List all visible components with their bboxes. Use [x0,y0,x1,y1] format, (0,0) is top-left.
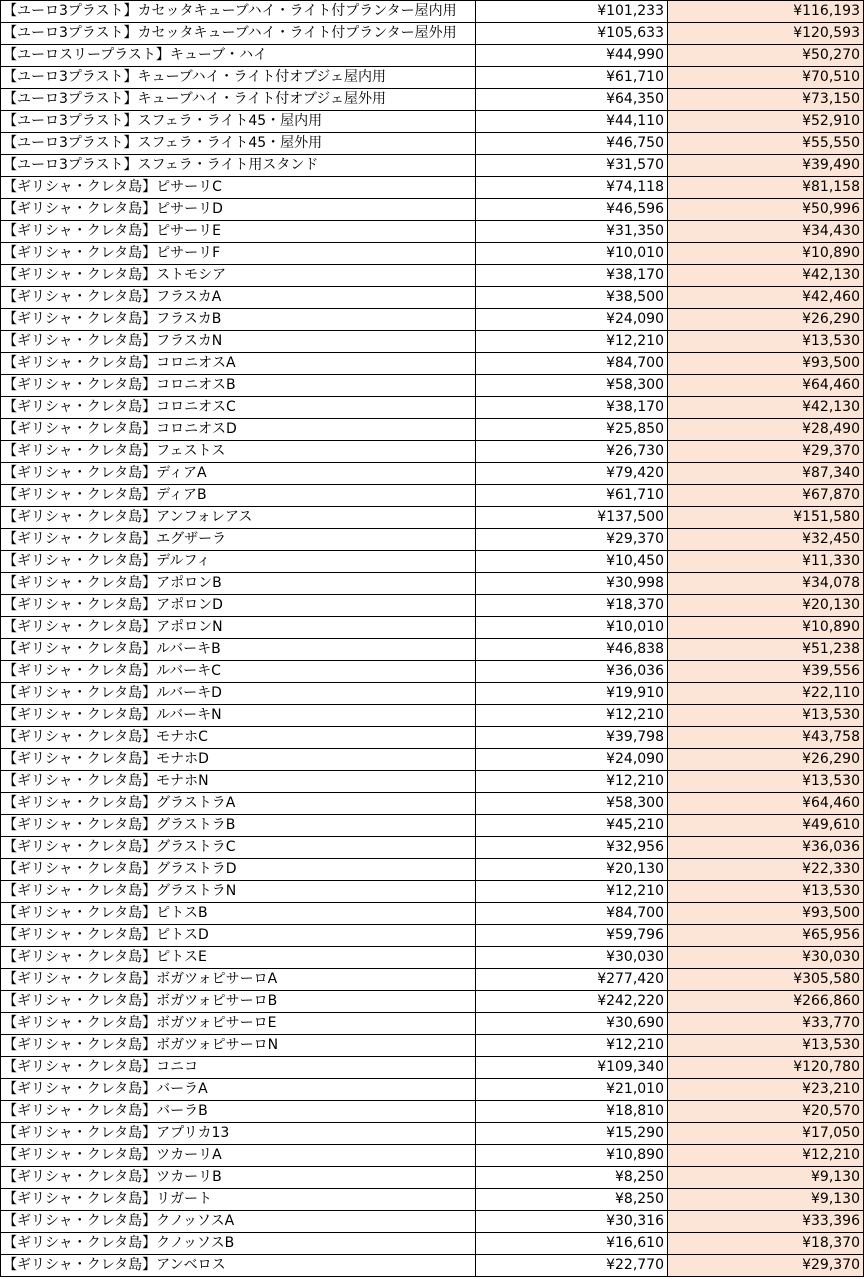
table-row [1,947,864,969]
price-highlight-cell[interactable]: ¥266,860 [668,991,864,1013]
price-cell[interactable]: ¥38,500 [476,287,668,309]
product-name-cell[interactable]: 【ギリシャ・クレタ島】エグザーラ [1,529,476,551]
price-highlight-cell[interactable]: ¥13,530 [668,771,864,793]
product-name-cell[interactable]: 【ギリシャ・クレタ島】モナホN [1,771,476,793]
price-cell[interactable]: ¥46,750 [476,133,668,155]
table-row [1,705,864,727]
price-cell[interactable]: ¥12,210 [476,881,668,903]
price-highlight-cell[interactable]: ¥33,396 [668,1211,864,1233]
table-row [1,1167,864,1189]
price-cell[interactable]: ¥64,350 [476,89,668,111]
product-name-cell[interactable]: 【ギリシャ・クレタ島】グラストラN [1,881,476,903]
table-row [1,23,864,45]
table-row [1,353,864,375]
table-row [1,1233,864,1255]
product-name-cell[interactable]: 【ギリシャ・クレタ島】リガート [1,1189,476,1211]
table-row [1,859,864,881]
price-highlight-cell[interactable]: ¥73,150 [668,89,864,111]
price-cell[interactable]: ¥58,300 [476,375,668,397]
price-cell[interactable]: ¥45,210 [476,815,668,837]
price-highlight-cell[interactable]: ¥81,158 [668,177,864,199]
price-highlight-cell[interactable]: ¥32,450 [668,529,864,551]
product-name-cell[interactable]: 【ユーロ3プラスト】カセッタキューブハイ・ライト付プランター屋内用 [1,1,476,23]
price-cell[interactable]: ¥19,910 [476,683,668,705]
product-name-cell[interactable]: 【ギリシャ・クレタ島】コニコ [1,1057,476,1079]
table-row [1,1057,864,1079]
product-name-cell[interactable]: 【ギリシャ・クレタ島】フラスカB [1,309,476,331]
product-name-cell[interactable]: 【ギリシャ・クレタ島】バーラB [1,1101,476,1123]
price-cell[interactable]: ¥25,850 [476,419,668,441]
product-name-cell[interactable]: 【ユーロ3プラスト】スフェラ・ライト45・屋内用 [1,111,476,133]
table-row [1,1211,864,1233]
price-cell[interactable]: ¥10,010 [476,617,668,639]
price-highlight-cell[interactable]: ¥28,490 [668,419,864,441]
table-row [1,243,864,265]
product-name-cell[interactable]: 【ギリシャ・クレタ島】フラスカA [1,287,476,309]
price-cell[interactable]: ¥137,500 [476,507,668,529]
product-name-cell[interactable]: 【ギリシャ・クレタ島】ボガツォピサーロA [1,969,476,991]
price-highlight-cell[interactable]: ¥43,758 [668,727,864,749]
table-row [1,991,864,1013]
price-highlight-cell[interactable]: ¥30,030 [668,947,864,969]
price-highlight-cell[interactable]: ¥23,210 [668,1079,864,1101]
price-highlight-cell[interactable]: ¥13,530 [668,881,864,903]
table-row [1,331,864,353]
price-cell[interactable]: ¥12,210 [476,705,668,727]
product-name-cell[interactable]: 【ギリシャ・クレタ島】コロニオスD [1,419,476,441]
price-highlight-cell[interactable]: ¥10,890 [668,617,864,639]
table-row [1,925,864,947]
product-name-cell[interactable]: 【ユーロ3プラスト】スフェラ・ライト45・屋外用 [1,133,476,155]
price-highlight-cell[interactable]: ¥34,430 [668,221,864,243]
product-name-cell[interactable]: 【ギリシャ・クレタ島】コロニオスB [1,375,476,397]
product-name-cell[interactable]: 【ギリシャ・クレタ島】グラストラC [1,837,476,859]
price-cell[interactable]: ¥84,700 [476,903,668,925]
product-name-cell[interactable]: 【ギリシャ・クレタ島】アプリカ13 [1,1123,476,1145]
table-row [1,89,864,111]
price-highlight-cell[interactable]: ¥116,193 [668,1,864,23]
table-row [1,683,864,705]
product-name-cell[interactable]: 【ギリシャ・クレタ島】アポロンN [1,617,476,639]
price-cell[interactable]: ¥277,420 [476,969,668,991]
price-highlight-cell[interactable]: ¥151,580 [668,507,864,529]
price-highlight-cell[interactable]: ¥13,530 [668,705,864,727]
price-cell[interactable]: ¥22,770 [476,1255,668,1277]
price-highlight-cell[interactable]: ¥39,556 [668,661,864,683]
price-highlight-cell[interactable]: ¥12,210 [668,1145,864,1167]
product-name-cell[interactable]: 【ギリシャ・クレタ島】アンフォレアス [1,507,476,529]
price-cell[interactable]: ¥46,596 [476,199,668,221]
price-highlight-cell[interactable]: ¥93,500 [668,353,864,375]
table-row [1,881,864,903]
price-cell[interactable]: ¥79,420 [476,463,668,485]
table-row [1,221,864,243]
price-highlight-cell[interactable]: ¥10,890 [668,243,864,265]
price-cell[interactable]: ¥36,036 [476,661,668,683]
price-cell[interactable]: ¥10,450 [476,551,668,573]
table-row [1,375,864,397]
price-cell[interactable]: ¥16,610 [476,1233,668,1255]
price-highlight-cell[interactable]: ¥39,490 [668,155,864,177]
table-row [1,1013,864,1035]
price-highlight-cell[interactable]: ¥9,130 [668,1167,864,1189]
price-cell[interactable]: ¥61,710 [476,67,668,89]
price-highlight-cell[interactable]: ¥42,130 [668,265,864,287]
price-cell[interactable]: ¥24,090 [476,749,668,771]
product-name-cell[interactable]: 【ギリシャ・クレタ島】ルバーキD [1,683,476,705]
product-name-cell[interactable]: 【ギリシャ・クレタ島】ピサーリE [1,221,476,243]
price-cell[interactable]: ¥74,118 [476,177,668,199]
price-cell[interactable]: ¥39,798 [476,727,668,749]
price-highlight-cell[interactable]: ¥42,130 [668,397,864,419]
price-highlight-cell[interactable]: ¥52,910 [668,111,864,133]
product-name-cell[interactable]: 【ギリシャ・クレタ島】グラストラB [1,815,476,837]
product-name-cell[interactable]: 【ギリシャ・クレタ島】コロニオスA [1,353,476,375]
product-name-cell[interactable]: 【ギリシャ・クレタ島】ルバーキN [1,705,476,727]
price-cell[interactable]: ¥8,250 [476,1189,668,1211]
product-name-cell[interactable]: 【ギリシャ・クレタ島】ボガツォピサーロN [1,1035,476,1057]
price-cell[interactable]: ¥38,170 [476,397,668,419]
table-row [1,1101,864,1123]
price-cell[interactable]: ¥21,010 [476,1079,668,1101]
price-cell[interactable]: ¥101,233 [476,1,668,23]
table-row [1,397,864,419]
product-name-cell[interactable]: 【ギリシャ・クレタ島】ピサーリF [1,243,476,265]
product-name-cell[interactable]: 【ギリシャ・クレタ島】アンベロス [1,1255,476,1277]
product-name-cell[interactable]: 【ギリシャ・クレタ島】モナホC [1,727,476,749]
product-name-cell[interactable]: 【ギリシャ・クレタ島】クノッソスB [1,1233,476,1255]
table-row [1,1255,864,1277]
price-cell[interactable]: ¥31,570 [476,155,668,177]
table-row [1,573,864,595]
price-cell[interactable]: ¥24,090 [476,309,668,331]
table-row [1,287,864,309]
price-highlight-cell[interactable]: ¥11,330 [668,551,864,573]
price-cell[interactable]: ¥242,220 [476,991,668,1013]
table-row [1,969,864,991]
table-row [1,1189,864,1211]
price-cell[interactable]: ¥12,210 [476,1035,668,1057]
price-highlight-cell[interactable]: ¥20,570 [668,1101,864,1123]
price-highlight-cell[interactable]: ¥26,290 [668,749,864,771]
price-highlight-cell[interactable]: ¥22,110 [668,683,864,705]
price-cell[interactable]: ¥30,316 [476,1211,668,1233]
price-highlight-cell[interactable]: ¥26,290 [668,309,864,331]
product-name-cell[interactable]: 【ギリシャ・クレタ島】アポロンB [1,573,476,595]
price-cell[interactable]: ¥44,110 [476,111,668,133]
table-row [1,529,864,551]
product-name-cell[interactable]: 【ユーロ3プラスト】カセッタキューブハイ・ライト付プランター屋外用 [1,23,476,45]
table-row [1,441,864,463]
product-name-cell[interactable]: 【ギリシャ・クレタ島】ピトスB [1,903,476,925]
product-name-cell[interactable]: 【ユーロ3プラスト】キューブハイ・ライト付オブジェ屋外用 [1,89,476,111]
price-highlight-cell[interactable]: ¥93,500 [668,903,864,925]
table-row [1,1123,864,1145]
price-cell[interactable]: ¥32,956 [476,837,668,859]
table-row [1,419,864,441]
table-row [1,155,864,177]
table-row [1,133,864,155]
product-name-cell[interactable]: 【ギリシャ・クレタ島】ディアB [1,485,476,507]
product-name-cell[interactable]: 【ギリシャ・クレタ島】ボガツォピサーロE [1,1013,476,1035]
price-cell[interactable]: ¥10,890 [476,1145,668,1167]
price-table-body [1,1,864,1277]
price-cell[interactable]: ¥8,250 [476,1167,668,1189]
price-cell[interactable]: ¥30,690 [476,1013,668,1035]
table-row [1,1145,864,1167]
table-row [1,617,864,639]
table-row [1,485,864,507]
price-highlight-cell[interactable]: ¥33,770 [668,1013,864,1035]
table-row [1,595,864,617]
price-highlight-cell[interactable]: ¥36,036 [668,837,864,859]
price-highlight-cell[interactable]: ¥305,580 [668,969,864,991]
table-row [1,309,864,331]
price-highlight-cell[interactable]: ¥64,460 [668,793,864,815]
product-name-cell[interactable]: 【ギリシャ・クレタ島】グラストラA [1,793,476,815]
price-highlight-cell[interactable]: ¥34,078 [668,573,864,595]
table-row [1,771,864,793]
table-row [1,837,864,859]
price-highlight-cell[interactable]: ¥120,780 [668,1057,864,1079]
table-row [1,45,864,67]
price-highlight-cell[interactable]: ¥20,130 [668,595,864,617]
table-row [1,1079,864,1101]
price-cell[interactable]: ¥84,700 [476,353,668,375]
price-cell[interactable]: ¥18,370 [476,595,668,617]
product-name-cell[interactable]: 【ギリシャ・クレタ島】ピサーリC [1,177,476,199]
table-row [1,111,864,133]
price-cell[interactable]: ¥30,030 [476,947,668,969]
product-name-cell[interactable]: 【ギリシャ・クレタ島】フェストス [1,441,476,463]
table-row [1,177,864,199]
price-highlight-cell[interactable]: ¥13,530 [668,1035,864,1057]
price-cell[interactable]: ¥38,170 [476,265,668,287]
table-row [1,507,864,529]
price-highlight-cell[interactable]: ¥67,870 [668,485,864,507]
product-name-cell[interactable]: 【ギリシャ・クレタ島】ピトスD [1,925,476,947]
price-highlight-cell[interactable]: ¥51,238 [668,639,864,661]
price-highlight-cell[interactable]: ¥50,270 [668,45,864,67]
product-name-cell[interactable]: 【ギリシャ・クレタ島】ボガツォピサーロB [1,991,476,1013]
price-cell[interactable]: ¥29,370 [476,529,668,551]
price-highlight-cell[interactable]: ¥65,956 [668,925,864,947]
table-row [1,727,864,749]
product-name-cell[interactable]: 【ギリシャ・クレタ島】ピトスE [1,947,476,969]
price-cell[interactable]: ¥61,710 [476,485,668,507]
product-name-cell[interactable]: 【ギリシャ・クレタ島】デルフィ [1,551,476,573]
product-name-cell[interactable]: 【ギリシャ・クレタ島】ストモシア [1,265,476,287]
table-row [1,463,864,485]
price-cell[interactable]: ¥58,300 [476,793,668,815]
table-row [1,199,864,221]
price-highlight-cell[interactable]: ¥18,370 [668,1233,864,1255]
table-row [1,551,864,573]
price-cell[interactable]: ¥44,990 [476,45,668,67]
table-row [1,1,864,23]
price-cell[interactable]: ¥31,350 [476,221,668,243]
product-name-cell[interactable]: 【ギリシャ・クレタ島】コロニオスC [1,397,476,419]
table-row [1,639,864,661]
price-highlight-cell[interactable]: ¥55,550 [668,133,864,155]
price-cell[interactable]: ¥30,998 [476,573,668,595]
product-name-cell[interactable]: 【ユーロ3プラスト】スフェラ・ライト用スタンド [1,155,476,177]
price-highlight-cell[interactable]: ¥64,460 [668,375,864,397]
product-name-cell[interactable]: 【ギリシャ・クレタ島】ピサーリD [1,199,476,221]
price-highlight-cell[interactable]: ¥29,370 [668,1255,864,1277]
price-highlight-cell[interactable]: ¥120,593 [668,23,864,45]
price-cell[interactable]: ¥59,796 [476,925,668,947]
table-row [1,749,864,771]
price-highlight-cell[interactable]: ¥42,460 [668,287,864,309]
product-name-cell[interactable]: 【ギリシャ・クレタ島】モナホD [1,749,476,771]
product-name-cell[interactable]: 【ギリシャ・クレタ島】ルバーキB [1,639,476,661]
table-row [1,793,864,815]
table-row [1,661,864,683]
price-cell[interactable]: ¥105,633 [476,23,668,45]
table-row [1,903,864,925]
price-cell[interactable]: ¥109,340 [476,1057,668,1079]
price-cell[interactable]: ¥26,730 [476,441,668,463]
table-row [1,265,864,287]
product-name-cell[interactable]: 【ギリシャ・クレタ島】ツカーリA [1,1145,476,1167]
product-name-cell[interactable]: 【ユーロ3プラスト】キューブハイ・ライト付オブジェ屋内用 [1,67,476,89]
product-name-cell[interactable]: 【ギリシャ・クレタ島】ルバーキC [1,661,476,683]
price-highlight-cell[interactable]: ¥17,050 [668,1123,864,1145]
table-row [1,67,864,89]
price-cell[interactable]: ¥12,210 [476,771,668,793]
price-cell[interactable]: ¥15,290 [476,1123,668,1145]
product-name-cell[interactable]: 【ギリシャ・クレタ島】ディアA [1,463,476,485]
product-name-cell[interactable]: 【ギリシャ・クレタ島】アポロンD [1,595,476,617]
product-name-cell[interactable]: 【ユーロスリープラスト】キューブ・ハイ [1,45,476,67]
price-cell[interactable]: ¥20,130 [476,859,668,881]
price-cell[interactable]: ¥18,810 [476,1101,668,1123]
table-row [1,1035,864,1057]
price-highlight-cell[interactable]: ¥70,510 [668,67,864,89]
product-name-cell[interactable]: 【ギリシャ・クレタ島】ツカーリB [1,1167,476,1189]
price-highlight-cell[interactable]: ¥29,370 [668,441,864,463]
product-name-cell[interactable]: 【ギリシャ・クレタ島】フラスカN [1,331,476,353]
price-cell[interactable]: ¥46,838 [476,639,668,661]
product-name-cell[interactable]: 【ギリシャ・クレタ島】クノッソスA [1,1211,476,1233]
price-highlight-cell[interactable]: ¥49,610 [668,815,864,837]
table-row [1,815,864,837]
price-highlight-cell[interactable]: ¥22,330 [668,859,864,881]
price-highlight-cell[interactable]: ¥50,996 [668,199,864,221]
price-cell[interactable]: ¥10,010 [476,243,668,265]
price-highlight-cell[interactable]: ¥87,340 [668,463,864,485]
product-name-cell[interactable]: 【ギリシャ・クレタ島】バーラA [1,1079,476,1101]
price-highlight-cell[interactable]: ¥13,530 [668,331,864,353]
price-highlight-cell[interactable]: ¥9,130 [668,1189,864,1211]
product-name-cell[interactable]: 【ギリシャ・クレタ島】グラストラD [1,859,476,881]
price-cell[interactable]: ¥12,210 [476,331,668,353]
